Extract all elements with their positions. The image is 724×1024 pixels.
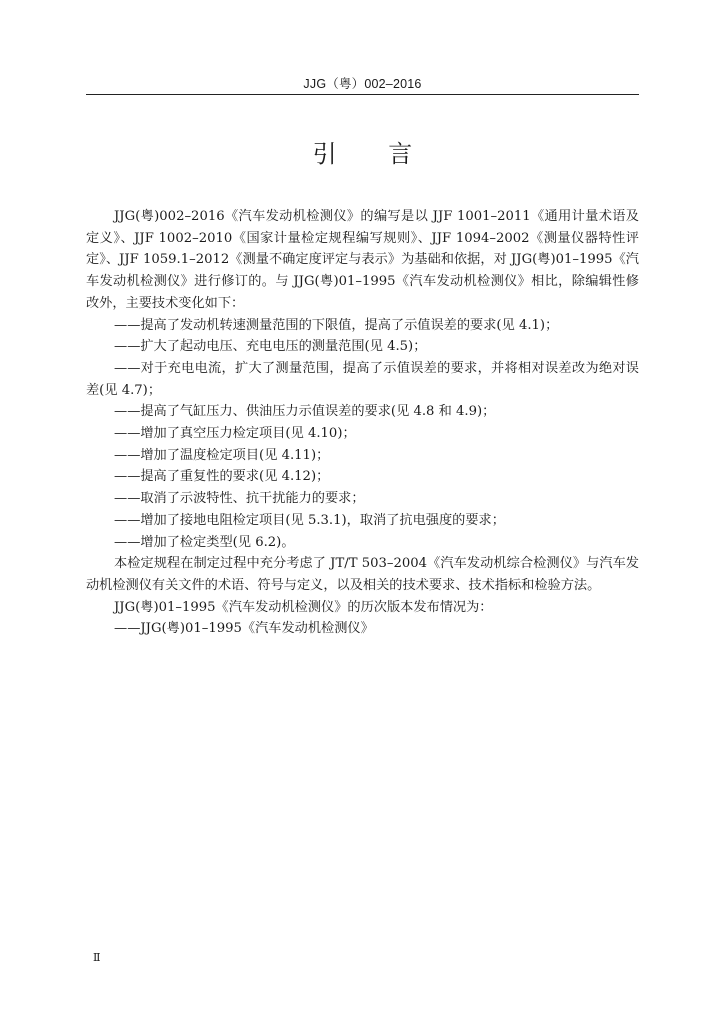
- header-rule: [86, 94, 639, 95]
- section-body: [86, 206, 639, 640]
- list-item: ——增加了接地电阻检定项目(见 5.3.1)，取消了抗电强度的要求；: [114, 512, 505, 528]
- paragraph-consideration: 本检定规程在制定过程中充分考虑了 JT/T 503–2004《汽车发动机综合检测仪》与汽车发动机检测仪有关文件的术语、符号与定义，以及相关的技术要求、技术指标和检验方法。: [86, 556, 639, 593]
- list-item: ——提高了重复性的要求(见 4.12)；: [114, 469, 330, 485]
- list-item: ——增加了温度检定项目(见 4.11)；: [114, 447, 330, 463]
- running-header: JJG（粤）002–2016: [303, 77, 422, 91]
- list-item: ——取消了示波特性、抗干扰能力的要求；: [114, 491, 365, 507]
- list-item: ——提高了发动机转速测量范围的下限值，提高了示值误差的要求(见 4.1)；: [114, 317, 559, 333]
- list-item: ——对于充电电流，扩大了测量范围，提高了示值误差的要求，并将相对误差改为绝对误差(见 4.7)；: [86, 360, 639, 398]
- list-item: ——提高了气缸压力、供油压力示值误差的要求(见 4.8 和 4.9)；: [114, 404, 496, 420]
- section-title: 引 言: [312, 140, 435, 168]
- paragraph-intro: JJG(粤)002–2016《汽车发动机检测仪》的编写是以 JJF 1001–2011《通用计量术语及定义》、JJF 1002–2010《国家计量检定规程编写规则》、JJF 1094–2002《测量仪器特性评定》、JJF 1059.1–2012《测量不确定度评定与表示》为基础和依据，对 JJG(粤)01–1995《汽车发动机检测仪》进行修订的。与 JJG(粤)01–1995《汽车发动机检测仪》相比，除编辑性修改外，主要技术变化如下：: [86, 209, 639, 311]
- list-item: ——JJG(粤)01–1995《汽车发动机检测仪》: [114, 621, 374, 637]
- list-item: ——增加了检定类型(见 6.2)。: [114, 534, 295, 550]
- paragraph-history: JJG(粤)01–1995《汽车发动机检测仪》的历次版本发布情况为：: [114, 599, 493, 615]
- page-number: Ⅱ: [93, 951, 101, 964]
- list-item: ——增加了真空压力检定项目(见 4.10)；: [114, 426, 356, 442]
- list-item: ——扩大了起动电压、充电电压的测量范围(见 4.5)；: [114, 339, 427, 355]
